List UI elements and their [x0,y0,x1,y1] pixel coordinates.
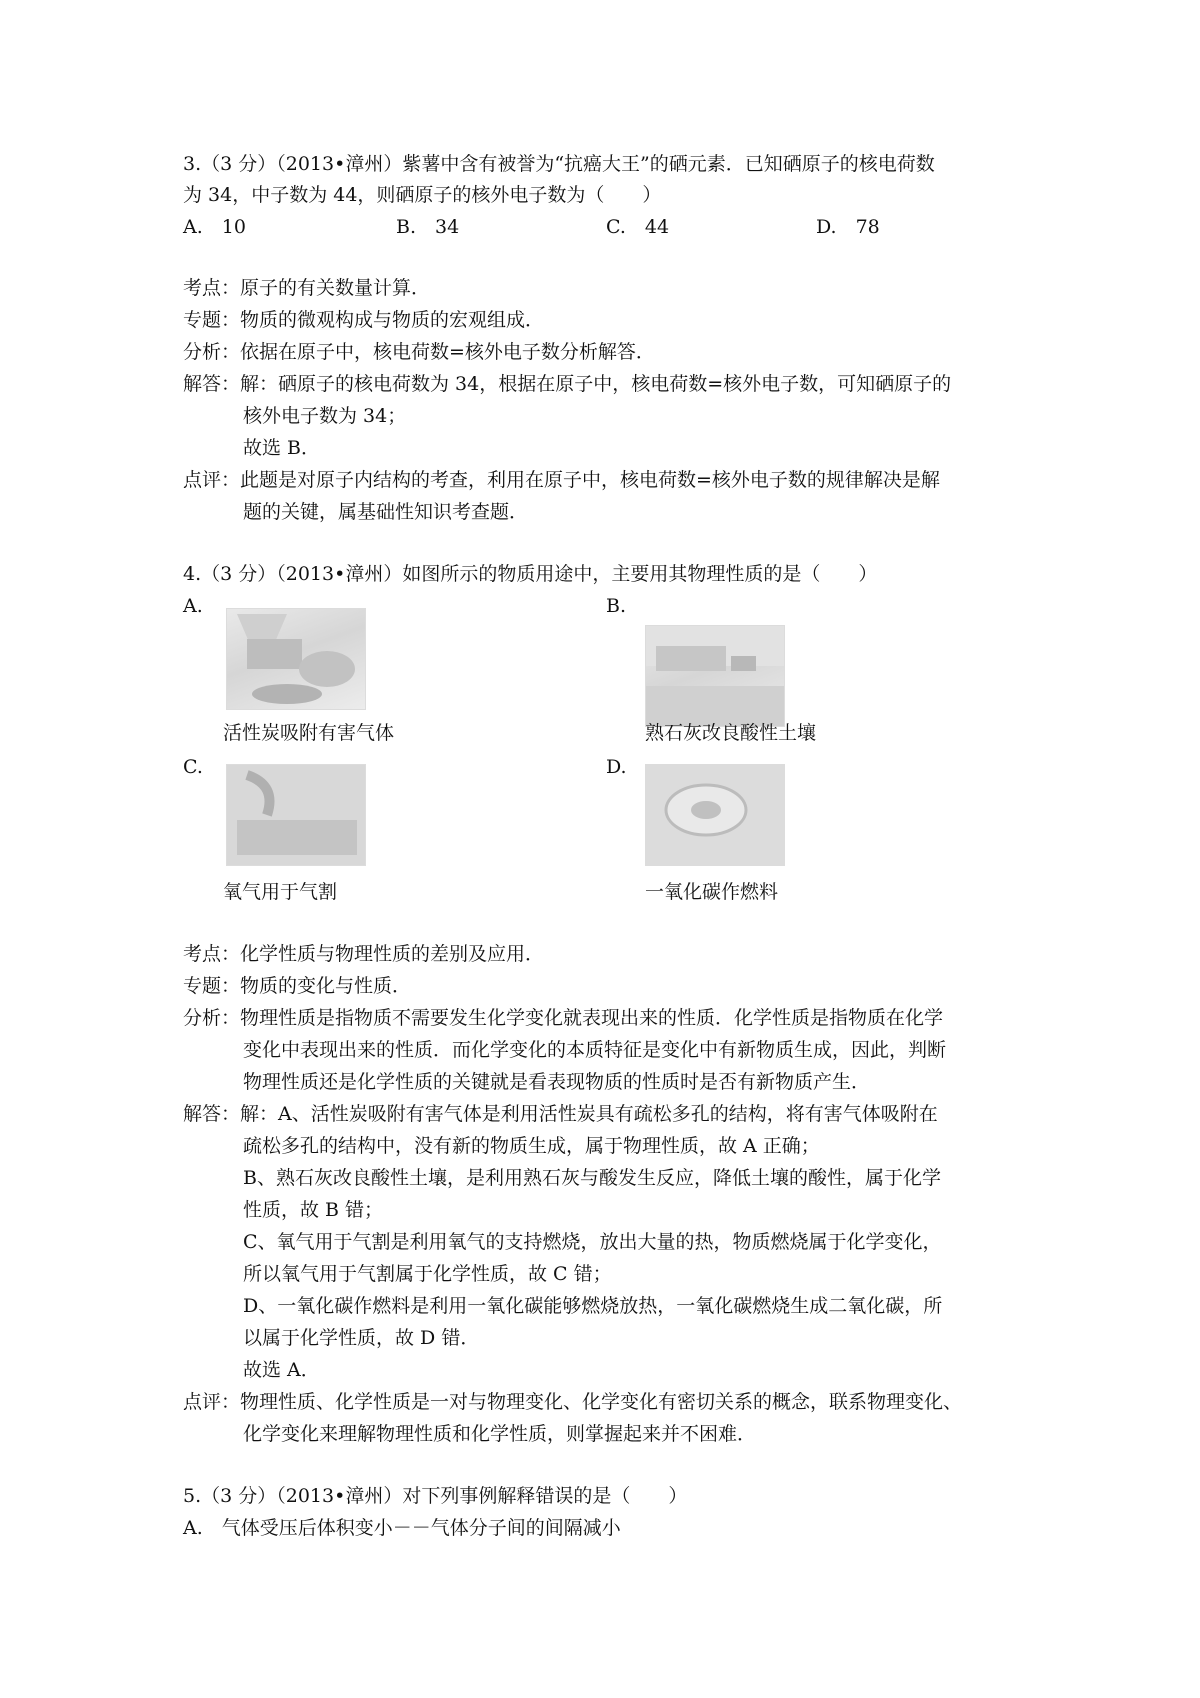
q4-zhuanti: 专题：物质的变化与性质． [183,975,412,997]
q4-jieda-6: 所以氧气用于气割属于化学性质，故 C 错； [243,1263,612,1285]
q4-choice-a-photo [226,608,366,710]
q4-choice-b-caption: 熟石灰改良酸性土壤 [645,722,817,744]
oxygen-cutting-photo-icon [227,765,365,865]
q4-dianping-2: 化学变化来理解物理性质和化学性质，则掌握起来并不困难． [243,1423,757,1445]
q4-choice-c-photo [226,764,366,866]
q4-choice-d-letter: D. [606,756,627,778]
q4-jieda-7: D、一氧化碳作燃料是利用一氧化碳能够燃烧放热，一氧化碳燃烧生成二氧化碳，所 [243,1295,943,1317]
q4-choice-c-letter: C. [183,756,203,778]
q4-choice-d-caption: 一氧化碳作燃料 [645,881,779,903]
q4-choice-c-caption: 氧气用于气割 [223,881,338,903]
q4-dianping-1: 点评：物理性质、化学性质是一对与物理变化、化学变化有密切关系的概念，联系物理变化、 [183,1391,963,1413]
q3-option-b: B. 34 [396,216,460,238]
q3-stem-line2: 为 34，中子数为 44，则硒原子的核外电子数为（ ） [183,184,662,206]
q3-dianping-1: 点评：此题是对原子内结构的考查，利用在原子中，核电荷数=核外电子数的规律解决是解 [183,469,940,491]
slaked-lime-soil-photo-icon [646,626,784,726]
q4-choice-d-photo [645,764,785,866]
activated-carbon-photo-icon [227,609,365,709]
q3-jieda-1: 解答：解：硒原子的核电荷数为 34，根据在原子中，核电荷数=核外电子数，可知硒原子的 [183,373,952,395]
q4-jieda-9: 故选 A． [243,1359,320,1381]
q3-fenxi: 分析：依据在原子中，核电荷数=核外电子数分析解答． [183,341,655,363]
q3-option-c: C. 44 [606,216,670,238]
q3-option-d: D. 78 [816,216,880,238]
q3-option-a: A. 10 [183,216,246,238]
q3-dianping-2: 题的关键，属基础性知识考查题． [243,501,529,523]
q5-stem: 5.（3 分）（2013•漳州）对下列事例解释错误的是（ ） [183,1485,688,1507]
q4-jieda-3: B、熟石灰改良酸性土壤，是利用熟石灰与酸发生反应，降低土壤的酸性，属于化学 [243,1167,941,1189]
carbon-monoxide-fuel-photo-icon [646,765,784,865]
q4-fenxi-2: 变化中表现出来的性质．而化学变化的本质特征是变化中有新物质生成，因此，判断 [243,1039,947,1061]
q3-zhuanti: 专题：物质的微观构成与物质的宏观组成． [183,309,545,331]
q4-jieda-5: C、氧气用于气割是利用氧气的支持燃烧，放出大量的热，物质燃烧属于化学变化， [243,1231,942,1253]
q4-kaodian: 考点：化学性质与物理性质的差别及应用． [183,943,545,965]
q4-fenxi-1: 分析：物理性质是指物质不需要发生化学变化就表现出来的性质．化学性质是指物质在化学 [183,1007,944,1029]
q4-jieda-1: 解答：解：A、活性炭吸附有害气体是利用活性炭具有疏松多孔的结构，将有害气体吸附在 [183,1103,938,1125]
q3-stem-line1: 3.（3 分）（2013•漳州）紫薯中含有被誉为“抗癌大王”的硒元素．已知硒原子的核电荷数 [183,153,935,175]
q3-jieda-3: 故选 B． [243,437,321,459]
q4-choice-b-letter: B. [606,595,627,617]
q4-jieda-2: 疏松多孔的结构中，没有新的物质生成，属于物理性质，故 A 正确； [243,1135,820,1157]
q4-jieda-8: 以属于化学性质，故 D 错． [243,1327,480,1349]
q3-jieda-2: 核外电子数为 34； [243,405,407,427]
q4-stem: 4.（3 分）（2013•漳州）如图所示的物质用途中，主要用其物理性质的是（ ） [183,563,878,585]
q4-choice-a-letter: A. [183,595,203,617]
q4-fenxi-3: 物理性质还是化学性质的关键就是看表现物质的性质时是否有新物质产生． [243,1071,871,1093]
q5-option-a: A. 气体受压后体积变小－－气体分子间的间隔减小 [183,1517,621,1539]
q4-choice-a-caption: 活性炭吸附有害气体 [223,722,395,744]
q4-choice-b-photo [645,625,785,727]
q3-kaodian: 考点：原子的有关数量计算． [183,277,431,299]
q4-jieda-4: 性质，故 B 错； [243,1199,384,1221]
